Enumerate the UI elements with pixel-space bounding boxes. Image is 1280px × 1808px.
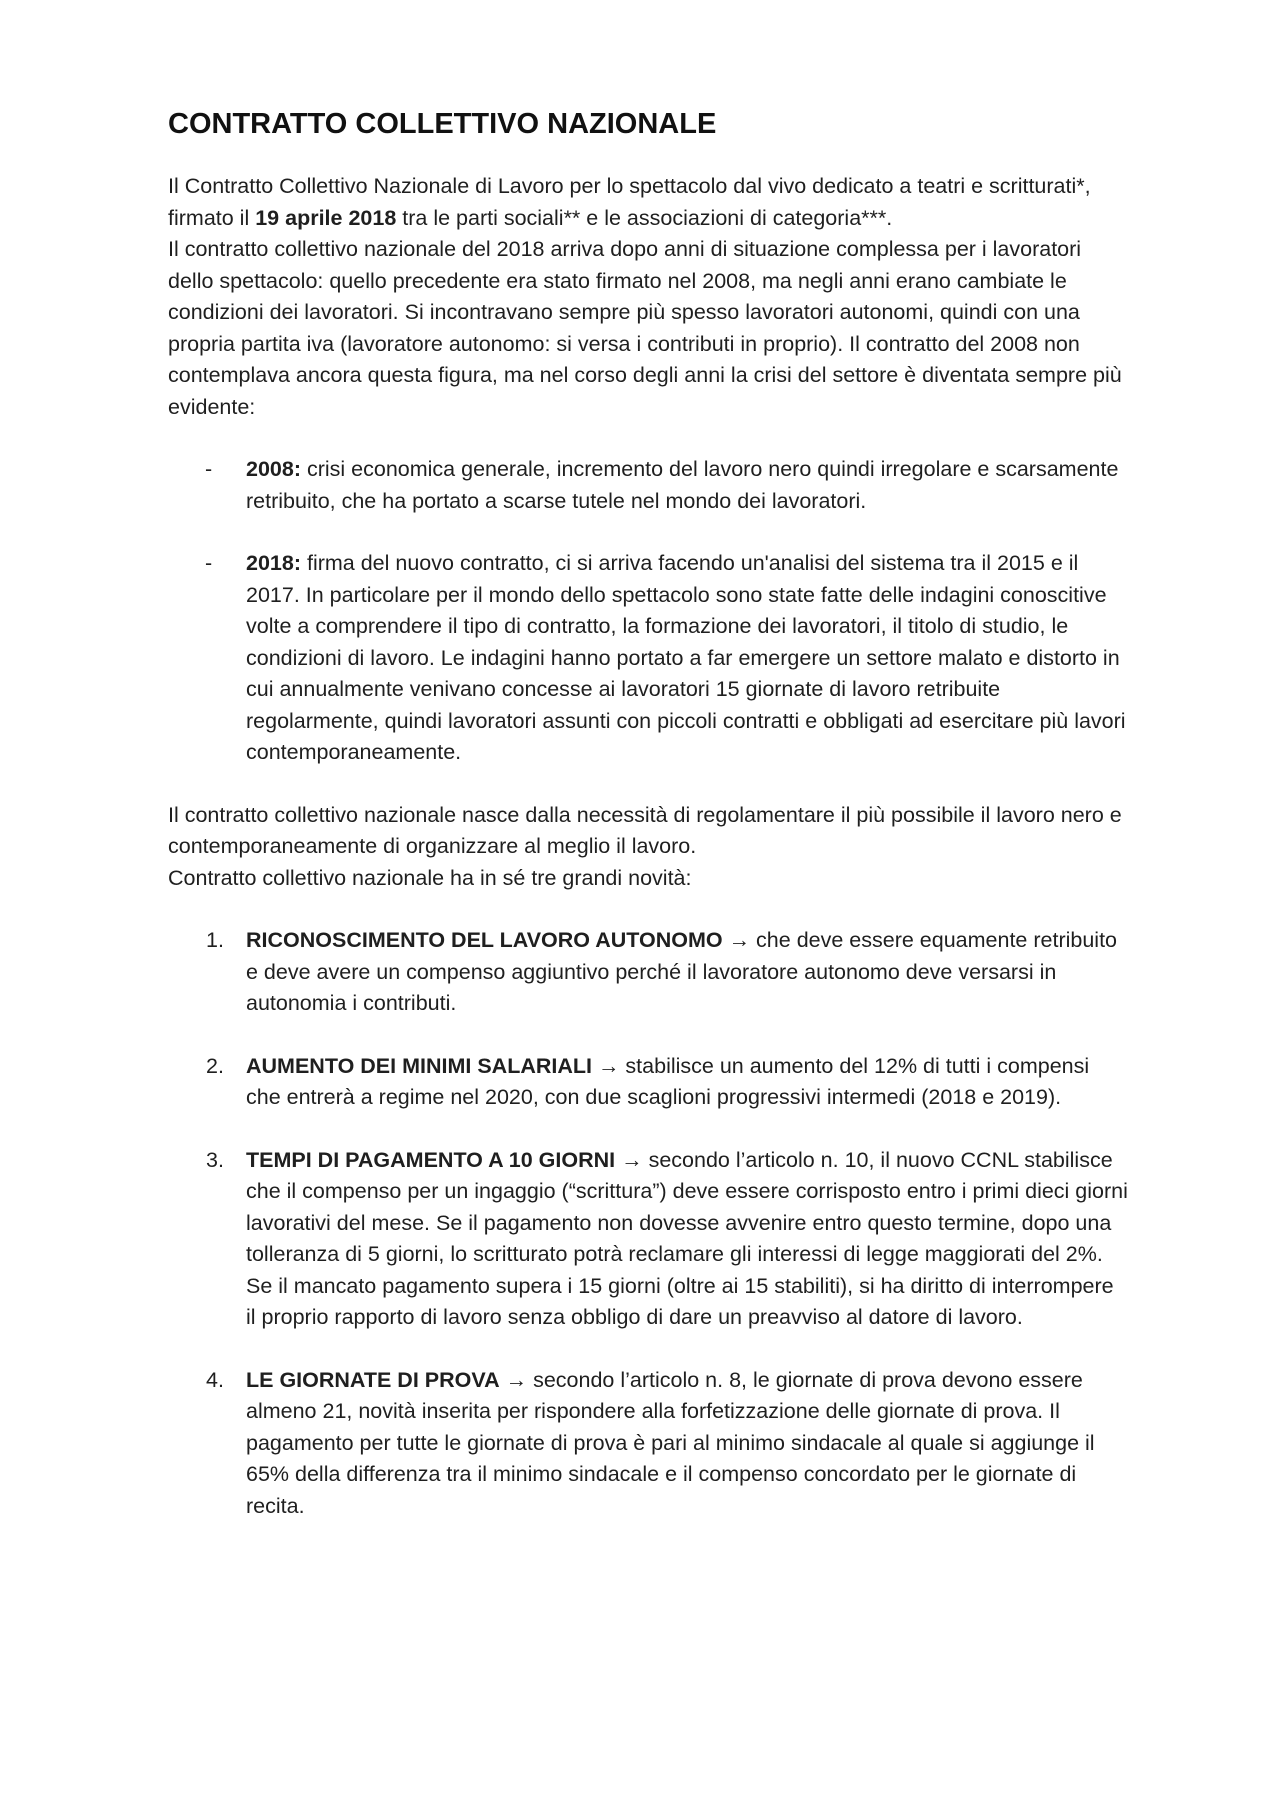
middle-paragraph [168, 800, 1128, 895]
dash-marker: - [205, 551, 213, 575]
timeline-list [168, 454, 1128, 769]
novelties-list [168, 925, 1128, 1522]
intro-text-2: tra le parti sociali** e le associazioni di categoria***. [396, 205, 893, 230]
number-marker: 4. [206, 1367, 224, 1392]
novelty-heading: RICONOSCIMENTO DEL LAVORO AUTONOMO [246, 928, 723, 952]
timeline-item-2008 [168, 454, 1128, 517]
number-marker: 1. [206, 928, 224, 952]
novelty-text: → secondo l’articolo n. 10, il nuovo CCNL stabilisce che il compenso per un ingaggio (“scrittura”) deve essere corrisposto entro i primi dieci giorni lavorativi del mese. Se il pagamento non dovesse avvenire entro questo termine, dopo una tolleranza di 5 giorni, lo scritturato potrà reclamare gli interessi di legge maggiorati del 2%. Se il mancato pagamento supera i 15 giorni (oltre ai 15 stabiliti), si ha diritto di interrompere il proprio rapporto di lavoro senza obbligo di dare un preavviso al datore di lavoro. [246, 1147, 1128, 1329]
signing-date: 19 aprile 2018 [255, 205, 397, 230]
novelty-item [168, 1365, 1128, 1523]
timeline-item-2018 [168, 548, 1128, 769]
novelty-item [168, 1145, 1128, 1334]
timeline-year-label: 2018: [246, 551, 301, 575]
timeline-year-label: 2008: [246, 457, 301, 481]
dash-marker: - [205, 457, 213, 481]
novelty-text: → secondo l’articolo n. 8, le giornate di prova devono essere almeno 21, novità inserita per rispondere alla forfetizzazione delle giornate di prova. Il pagamento per tutte le giornate di prova è pari al minimo sindacale al quale si aggiunge il 65% della differenza tra il minimo sindacale e il compenso concordato per le giornate di recita. [246, 1367, 1095, 1518]
intro-text-1: Il Contratto Collettivo Nazionale di Lavoro per lo spettacolo dal vivo dedicato a teatri e scritturati*, firmato il [168, 174, 1091, 230]
novelty-item [168, 1051, 1128, 1114]
novelty-heading: AUMENTO DEI MINIMI SALARIALI [246, 1053, 592, 1078]
novelty-text: → stabilisce un aumento del 12% di tutti i compensi che entrerà a regime nel 2020, con due scaglioni progressivi intermedi (2018 e 2019). [246, 1053, 1090, 1109]
novelty-item [168, 925, 1128, 1020]
intro-text-3: Il contratto collettivo nazionale del 2018 arriva dopo anni di situazione complessa per i lavoratori dello spettacolo: quello precedente era stato firmato nel 2008, ma negli anni erano cambiate le condizioni dei lavoratori. Si incontravano sempre più spesso lavoratori autonomi, quindi con una propria partita iva (lavoratore autonomo: si versa i contributi in proprio). Il contratto del 2008 non contemplava ancora questa figura, ma nel corso degli anni la crisi del settore è diventata sempre più evidente: [168, 237, 1122, 419]
novelty-text: → che deve essere equamente retribuito e deve avere un compenso aggiuntivo perché il lavoratore autonomo deve versarsi in autonomia i contributi. [246, 928, 1117, 1015]
number-marker: 3. [206, 1147, 224, 1172]
document-page [168, 108, 1128, 1522]
middle-text-1: Il contratto collettivo nazionale nasce dalla necessità di regolamentare il più possibile il lavoro nero e contemporaneamente di organizzare al meglio il lavoro. [168, 802, 1122, 858]
timeline-text: firma del nuovo contratto, ci si arriva facendo un'analisi del sistema tra il 2015 e il 2017. In particolare per il mondo dello spettacolo sono state fatte delle indagini conoscitive volte a comprendere il tipo di contratto, la formazione dei lavoratori, il titolo di studio, le condizioni di lavoro. Le indagini hanno portato a far emergere un settore malato e distorto in cui annualmente venivano concesse ai lavoratori 15 giornate di lavoro retribuite regolarmente, quindi lavoratori assunti con piccoli contratti e obbligati ad esercitare più lavori contemporaneamente. [246, 551, 1126, 764]
middle-text-2: Contratto collettivo nazionale ha in sé tre grandi novità: [168, 865, 692, 890]
document-title: CONTRATTO COLLETTIVO NAZIONALE [168, 108, 717, 140]
number-marker: 2. [206, 1053, 224, 1078]
intro-paragraph [168, 171, 1128, 423]
novelty-heading: TEMPI DI PAGAMENTO A 10 GIORNI [246, 1147, 616, 1172]
novelty-heading: LE GIORNATE DI PROVA [246, 1367, 500, 1392]
timeline-text: crisi economica generale, incremento del lavoro nero quindi irregolare e scarsamente retribuito, che ha portato a scarse tutele nel mondo dei lavoratori. [246, 457, 1119, 513]
